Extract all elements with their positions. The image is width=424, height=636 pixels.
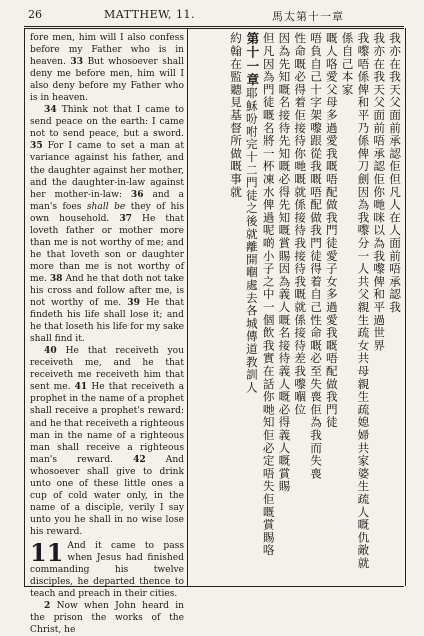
header-rule-double: [24, 28, 404, 29]
chinese-line: 我亦在我天父面前唔承認佢你哋咪以為我嚟俾和平過世界: [372, 32, 387, 352]
chinese-line: 我亦在我天父面前承認佢但凡人在人面前唔承認我: [388, 32, 402, 314]
column-divider: [187, 28, 188, 586]
verse-number: 33: [70, 56, 84, 68]
verse-number: 36: [130, 188, 144, 200]
verse-text: He that findeth his life shall lose it; and he that loseth his life for my sake shall find it.: [30, 298, 184, 345]
verse-number: 39: [127, 297, 140, 309]
chinese-line: 唔負自己十字架嚟跟從我嘅唔配做我門徒得着自己性命嘅必至失喪佢為我而失喪: [309, 32, 324, 480]
chapter-11-start: [30, 537, 184, 600]
verse-number: 41: [74, 381, 88, 393]
verse-text: and a man's foes: [30, 189, 184, 212]
chinese-text-column: [227, 32, 402, 580]
running-title-chinese: 馬太第十一章: [272, 10, 344, 23]
paragraph: [30, 104, 184, 345]
verse-text: Think not that I came to send peace on the earth: I came not to send peace, but a sword.: [30, 105, 184, 140]
chapter-mark: 第十一章: [244, 32, 260, 87]
english-text-column: [30, 32, 184, 636]
verse-text: But whosoever shall deny me before men, him will I also deny before my Father who is in heaven.: [30, 57, 184, 104]
verse-text: they of his own household.: [30, 201, 184, 224]
verse-text: And whosoever shall give to drink unto one of these little ones a cup of cold water only, in the name of a disciple, verily I say unto you he shall in no wise lose his reward.: [30, 454, 184, 537]
running-header: [24, 8, 404, 24]
verse-text: Now when John heard in the prison the works of the Christ, he: [30, 601, 184, 636]
chinese-line: [243, 32, 260, 580]
running-title-english: MATTHEW, 11.: [104, 8, 195, 21]
chapter-number: 11: [30, 537, 64, 567]
verse-text: He that receiveth you receiveth me, and he that receiveth me receiveth him that sent me.: [30, 346, 184, 393]
verse-number: 38: [49, 272, 63, 284]
chinese-line: 約翰在監聽見基督所做嘅事就: [229, 32, 244, 199]
italic-words: shall be: [86, 201, 126, 212]
chinese-line: 因為先知嘅名接待先知嘅必得先知嘅賞賜因為義人嘅名接待義人嘅必得義人嘅賞賜: [277, 32, 292, 493]
chinese-line: 嘅人咯愛父母多過愛我嘅唔配做我門徒愛子女多過愛我嘅唔配做我門徒: [324, 32, 339, 429]
verse-number: 42: [133, 453, 146, 465]
verse-number: 37: [119, 212, 133, 224]
verse-number: 34: [44, 104, 57, 116]
verse-text: And it came to pass when Jesus had finished commanding his twelve disciples, he departed thence to teach and preach in their cities.: [30, 540, 184, 600]
paragraph: [30, 345, 184, 538]
chinese-line: 性命嘅必得着佢接待你哋嘅就係接待我接待我嘅就係接待差我嚟嗰位: [293, 32, 308, 416]
header-rule: [24, 26, 404, 27]
verse-text: He that loveth father or mother more than me is not worthy of me; and he that loveth son or daughter more than me is not worthy of me.: [30, 213, 184, 284]
right-border: [405, 28, 406, 586]
verse-text: He that receiveth a prophet in the name of a prophet shall receive a prophet's reward: and he that receiveth a righteous man in the name of a righteous man shall receive a righteous man's reward.: [30, 382, 184, 465]
verse-number: 40: [44, 345, 57, 357]
verse-number: 2: [44, 600, 51, 612]
chinese-text: 耶穌吩咐完十二門徒之後就離開嗰處去各城傳道教訓人: [244, 86, 259, 395]
page-number: 26: [28, 8, 42, 21]
left-border: [24, 28, 25, 586]
verse-text: And he that doth not take his cross and follow after me, is not worthy of me.: [30, 273, 184, 309]
chinese-line: 但凡因為門徒嘅名將一杯凍水俾過呢啲小子之中一個飲我實在話你哋知佢必定唔失佢嘅賞賜咯: [261, 32, 276, 557]
paragraph: [30, 600, 184, 636]
verse-number: 35: [30, 140, 43, 152]
chinese-line: 我嚟唔係俾和平乃係俾刀劍因為我嚟分一人共父親生疏女共母親生疏媳婦共家婆生疏人嘅仇敵就係自己本家: [340, 32, 371, 570]
verse-text: fore men, him will I also confess before my Father who is in heaven. 33 But whosoever shall deny me before men, him will I also deny before my Father who is in heaven.: [30, 33, 184, 104]
verse-text: For I came to set a man at variance against his father, and the daughter against her mother, and the daughter-in-law against her mother-in-law:: [30, 141, 184, 200]
